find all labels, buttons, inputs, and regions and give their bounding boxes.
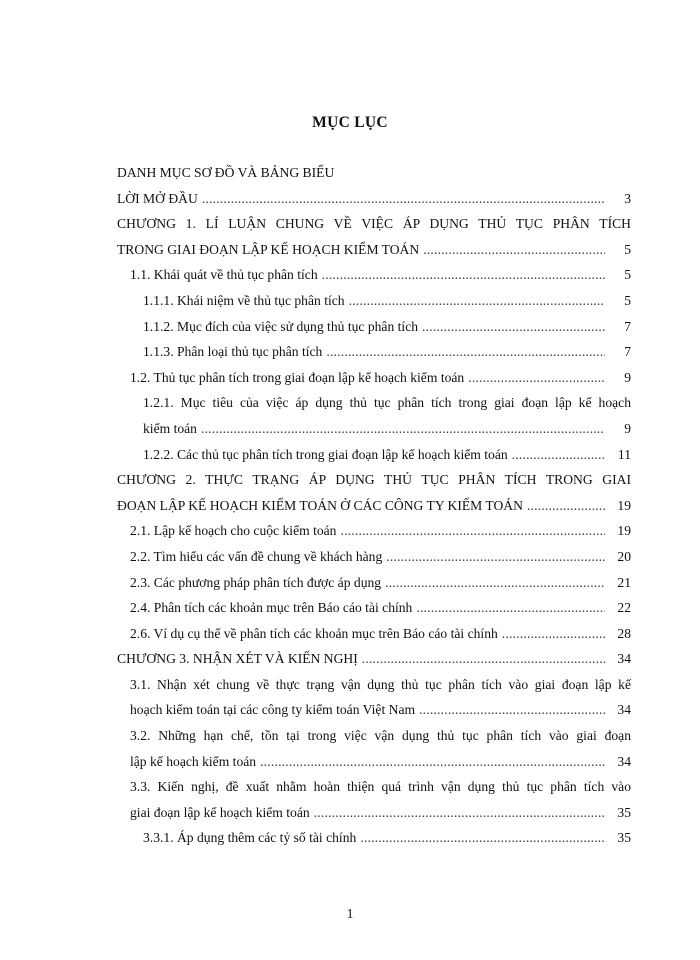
toc-entry-page: 19 xyxy=(617,523,631,539)
toc-entry xyxy=(117,774,631,800)
toc-entry-title: 2.2. Tìm hiểu các vấn đề chung về khách hàng xyxy=(130,548,383,564)
toc-entry-title: hoạch kiểm toán tại các công ty kiểm toán Việt Nam xyxy=(130,702,416,718)
toc-entry xyxy=(117,621,631,647)
toc-entry-title: 1.1.1. Khái niệm về thủ tục phân tích xyxy=(143,292,345,308)
toc-leader-dots xyxy=(527,493,605,519)
toc-entry-title: CHƯƠNG 2. THỰC TRẠNG ÁP DỤNG THỦ TỤC PHÂN TÍCH TRONG GIAI xyxy=(117,472,631,488)
toc-leader-dots xyxy=(202,186,605,212)
toc-leader-dots xyxy=(340,518,605,544)
page-number: 1 xyxy=(346,906,354,921)
toc-entry-title: 1.2.2. Các thủ tục phân tích trong giai đoạn lập kế hoạch kiểm toán xyxy=(143,446,508,462)
toc-entry-page: 5 xyxy=(624,241,631,257)
toc-entry xyxy=(117,211,631,237)
toc-entry-title: 3.3.1. Áp dụng thêm các tỷ số tài chính xyxy=(143,830,357,846)
toc-entry-page: 21 xyxy=(617,574,631,590)
toc-entry xyxy=(117,339,631,365)
toc-entry-title: CHƯƠNG 3. NHẬN XÉT VÀ KIẾN NGHỊ xyxy=(117,651,358,667)
toc-entry-title: ĐOẠN LẬP KẾ HOẠCH KIỂM TOÁN Ở CÁC CÔNG TY KIỂM TOÁN xyxy=(117,497,523,513)
toc-entry xyxy=(117,518,631,544)
toc-entry-title: 1.1.3. Phân loại thủ tục phân tích xyxy=(143,344,323,360)
toc-entry-page: 34 xyxy=(617,753,631,769)
toc-entry xyxy=(117,314,631,340)
toc-leader-dots xyxy=(314,800,605,826)
toc-entry-title: TRONG GIAI ĐOẠN LẬP KẾ HOẠCH KIỂM TOÁN xyxy=(117,241,420,257)
toc-entry-page: 5 xyxy=(624,267,631,283)
toc-entry-title: kiểm toán xyxy=(143,420,197,436)
toc-leader-dots xyxy=(416,595,605,621)
toc-entry-title: 2.3. Các phương pháp phân tích được áp dụng xyxy=(130,574,382,590)
toc-leader-dots xyxy=(260,749,605,775)
toc-entry xyxy=(117,416,631,442)
toc-entry-page: 19 xyxy=(617,497,631,513)
toc-entry-page: 9 xyxy=(624,420,631,436)
toc-entry-title: 3.3. Kiến nghị, đề xuất nhằm hoàn thiện quá trình vận dụng thủ tục phân tích vào xyxy=(130,779,631,795)
toc-entry xyxy=(117,800,631,826)
toc-entry xyxy=(117,186,631,212)
toc-entry-title: 2.6. Ví dụ cụ thể về phân tích các khoản mục trên Báo cáo tài chính xyxy=(130,625,498,641)
toc-entry-page: 7 xyxy=(624,318,631,334)
toc-entry-page: 22 xyxy=(617,600,631,616)
toc-leader-dots xyxy=(322,262,605,288)
toc-leader-dots xyxy=(349,288,605,314)
toc-leader-dots xyxy=(423,237,605,263)
toc-entry-page: 5 xyxy=(624,292,631,308)
toc-entry xyxy=(117,262,631,288)
toc-entry xyxy=(117,442,631,468)
toc-entry xyxy=(117,390,631,416)
toc-leader-dots xyxy=(468,365,605,391)
toc-leader-dots xyxy=(385,570,605,596)
toc-entry xyxy=(117,672,631,698)
toc-entry-title: 2.4. Phân tích các khoản mục trên Báo cáo tài chính xyxy=(130,600,413,616)
toc-entry xyxy=(117,646,631,672)
toc-leader-dots xyxy=(422,314,605,340)
toc-leader-dots xyxy=(502,621,605,647)
toc-entry-page: 11 xyxy=(617,446,631,462)
toc-entry-page: 35 xyxy=(617,804,631,820)
toc-entry-page: 28 xyxy=(617,625,631,641)
toc-leader-dots xyxy=(326,339,605,365)
toc-entry-page: 3 xyxy=(624,190,631,206)
toc-entry xyxy=(117,825,631,851)
toc-entry-title: CHƯƠNG 1. LÍ LUẬN CHUNG VỀ VIỆC ÁP DỤNG THỦ TỤC PHÂN TÍCH xyxy=(117,216,631,232)
toc-entry-page: 20 xyxy=(617,548,631,564)
toc-entry-title: 3.2. Những hạn chế, tồn tại trong việc vận dụng thủ tục phân tích vào giai đoạn xyxy=(130,728,631,744)
toc-entry xyxy=(117,595,631,621)
toc-leader-dots xyxy=(386,544,605,570)
toc-leader-dots xyxy=(360,825,605,851)
toc-entry xyxy=(117,493,631,519)
toc-entry-page: 7 xyxy=(624,344,631,360)
toc-entry xyxy=(117,723,631,749)
toc-entry xyxy=(117,544,631,570)
toc-entry xyxy=(117,160,631,186)
toc-entry-title: 1.1.2. Mục đích của việc sử dụng thủ tục phân tích xyxy=(143,318,419,334)
toc-entry xyxy=(117,467,631,493)
toc-entry-title: DANH MỤC SƠ ĐỒ VÀ BẢNG BIỂU xyxy=(117,165,335,180)
toc-entry xyxy=(117,365,631,391)
toc-entry xyxy=(117,697,631,723)
toc-entry-title: giai đoạn lập kế hoạch kiểm toán xyxy=(130,804,310,820)
toc-leader-dots xyxy=(419,697,605,723)
toc-leader-dots xyxy=(362,646,605,672)
toc-entry-title: 1.1. Khái quát về thủ tục phân tích xyxy=(130,267,318,283)
toc-entry-title: 2.1. Lập kế hoạch cho cuộc kiểm toán xyxy=(130,523,337,539)
toc-entry xyxy=(117,749,631,775)
toc-entry-page: 34 xyxy=(617,702,631,718)
toc-entry-page: 35 xyxy=(617,830,631,846)
toc-entry-title: 3.1. Nhận xét chung về thực trạng vận dụng thủ tục phân tích vào giai đoạn lập kế xyxy=(130,676,631,692)
page-title: MỤC LỤC xyxy=(312,114,388,131)
table-of-contents xyxy=(117,160,631,851)
toc-leader-dots xyxy=(201,416,605,442)
toc-entry-title: 1.2. Thủ tục phân tích trong giai đoạn lập kế hoạch kiểm toán xyxy=(130,369,465,385)
toc-entry-title: lập kế hoạch kiểm toán xyxy=(130,753,257,769)
toc-entry-page: 9 xyxy=(624,369,631,385)
toc-entry xyxy=(117,288,631,314)
toc-entry xyxy=(117,237,631,263)
toc-entry xyxy=(117,570,631,596)
toc-entry-page: 34 xyxy=(617,651,631,667)
toc-entry-title: LỜI MỞ ĐẦU xyxy=(117,190,198,206)
toc-entry-title: 1.2.1. Mục tiêu của việc áp dụng thủ tục phân tích trong giai đoạn lập kế hoạch xyxy=(143,395,631,411)
toc-leader-dots xyxy=(512,442,605,468)
